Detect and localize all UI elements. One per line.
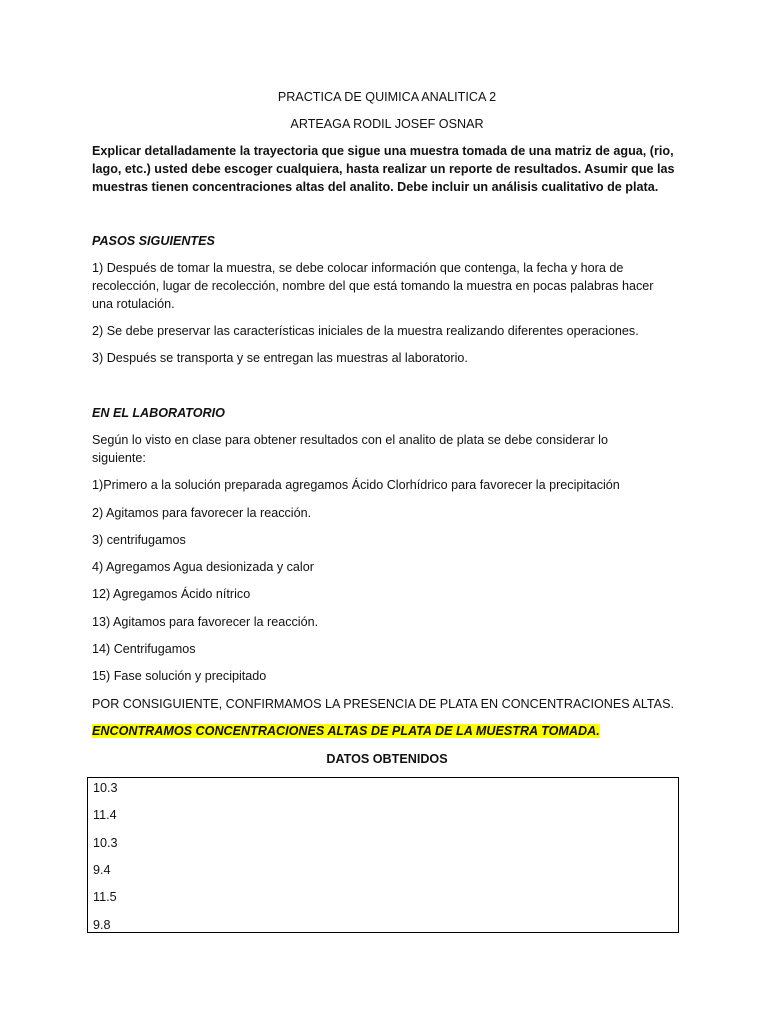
data-value: 9.4 <box>93 863 111 877</box>
lab-step: 3) centrifugamos <box>92 533 186 547</box>
data-table <box>87 777 679 933</box>
data-value: 11.5 <box>93 890 117 904</box>
lab-step: 4) Agregamos Agua desionizada y calor <box>92 560 314 574</box>
intro-line: Explicar detalladamente la trayectoria que sigue una muestra tomada de una matriz de agua, (rio, <box>92 144 674 158</box>
intro-line: lago, etc.) usted debe escoger cualquiera, hasta realizar un reporte de resultados. Asumir que las <box>92 162 675 176</box>
step-line: 1) Después de tomar la muestra, se debe colocar información que contenga, la fecha y hora de <box>92 261 624 275</box>
step-line: 2) Se debe preservar las características iniciales de la muestra realizando diferentes operaciones. <box>92 324 639 338</box>
lab-step: 12) Agregamos Ácido nítrico <box>92 587 251 601</box>
intro-line: muestras tienen concentraciones altas del analito. Debe incluir un análisis cualitativo de plata. <box>92 180 659 194</box>
author-name: ARTEAGA RODIL JOSEF OSNAR <box>290 117 484 131</box>
conclusion-text: POR CONSIGUIENTE, CONFIRMAMOS LA PRESENCIA DE PLATA EN CONCENTRACIONES ALTAS. <box>92 697 674 711</box>
lab-intro-line: siguiente: <box>92 451 146 465</box>
step-line: una rotulación. <box>92 297 175 311</box>
data-heading: DATOS OBTENIDOS <box>326 752 448 766</box>
section-heading-laboratorio: EN EL LABORATORIO <box>92 406 225 420</box>
step-line: recolección, lugar de recolección, nombre del que está tomando la muestra en pocas palabras hacer <box>92 279 654 293</box>
lab-intro-line: Según lo visto en clase para obtener resultados con el analito de plata se debe considerar lo <box>92 433 608 447</box>
lab-step: 1)Primero a la solución preparada agregamos Ácido Clorhídrico para favorecer la precipitación <box>92 478 620 492</box>
data-value: 9.8 <box>93 918 111 932</box>
lab-step: 15) Fase solución y precipitado <box>92 669 267 683</box>
lab-step: 13) Agitamos para favorecer la reacción. <box>92 615 319 629</box>
data-value: 10.3 <box>93 781 118 795</box>
section-heading-pasos: PASOS SIGUIENTES <box>92 234 215 248</box>
highlighted-conclusion <box>92 722 682 740</box>
data-value: 10.3 <box>93 836 118 850</box>
data-value: 11.4 <box>93 808 117 822</box>
lab-step: 14) Centrifugamos <box>92 642 196 656</box>
step-line: 3) Después se transporta y se entregan las muestras al laboratorio. <box>92 351 468 365</box>
highlighted-text: ENCONTRAMOS CONCENTRACIONES ALTAS DE PLATA DE LA MUESTRA TOMADA. <box>92 724 600 738</box>
document-title: PRACTICA DE QUIMICA ANALITICA 2 <box>277 90 497 104</box>
lab-step: 2) Agitamos para favorecer la reacción. <box>92 506 312 520</box>
